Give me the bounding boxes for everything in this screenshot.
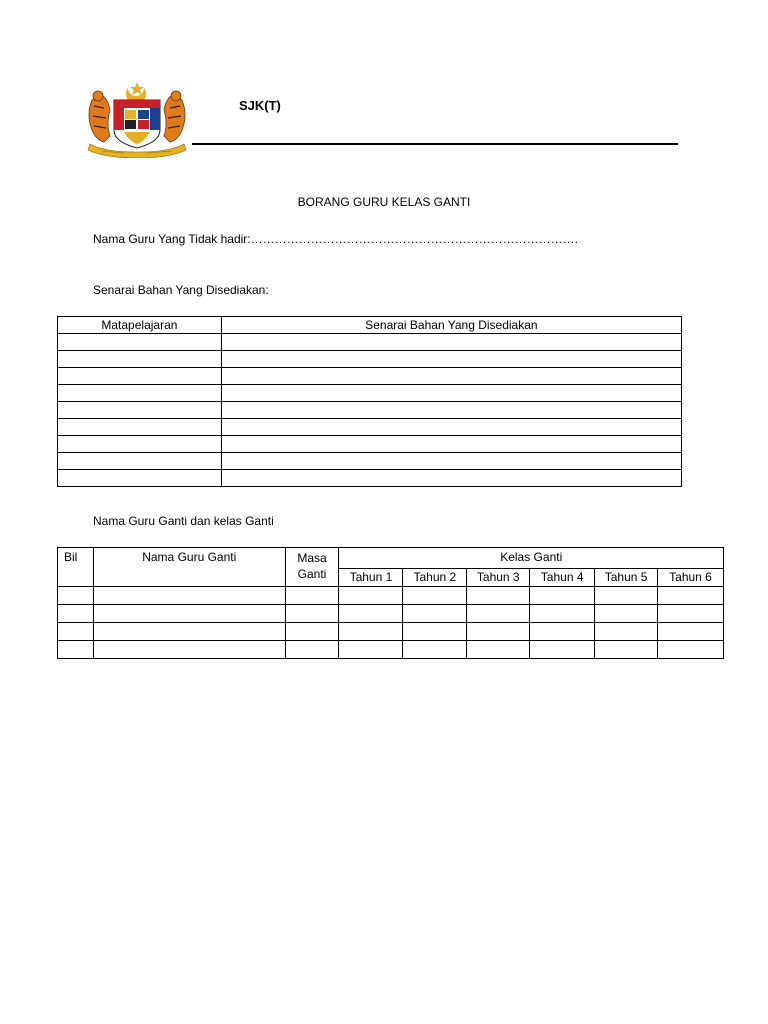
table-cell[interactable]: [467, 623, 530, 641]
table-cell[interactable]: [658, 587, 724, 605]
table-cell[interactable]: [58, 402, 222, 419]
column-header-materials: Senarai Bahan Yang Disediakan: [221, 317, 681, 334]
column-header-tahun-2: Tahun 2: [403, 568, 467, 586]
table-row: [58, 436, 682, 453]
table-cell[interactable]: [467, 641, 530, 659]
table-row: [58, 623, 724, 641]
table-cell[interactable]: [221, 368, 681, 385]
column-header-tahun-1: Tahun 1: [339, 568, 403, 586]
table-cell[interactable]: [221, 351, 681, 368]
table-cell[interactable]: [339, 641, 403, 659]
column-header-tahun-4: Tahun 4: [530, 568, 595, 586]
table-cell[interactable]: [58, 385, 222, 402]
table-cell[interactable]: [595, 623, 658, 641]
table-cell[interactable]: [58, 351, 222, 368]
table-cell[interactable]: [339, 605, 403, 623]
table-row: [58, 351, 682, 368]
table-cell[interactable]: [285, 623, 339, 641]
table-cell[interactable]: [403, 587, 467, 605]
table-cell[interactable]: [285, 641, 339, 659]
table-cell[interactable]: [58, 334, 222, 351]
table-cell[interactable]: [530, 605, 595, 623]
table-cell[interactable]: [403, 641, 467, 659]
table-cell[interactable]: [221, 385, 681, 402]
relief-heading: Nama Guru Ganti dan kelas Ganti: [93, 514, 274, 528]
table-cell[interactable]: [467, 605, 530, 623]
table-cell[interactable]: [530, 641, 595, 659]
table-cell[interactable]: [595, 605, 658, 623]
table-row: [58, 587, 724, 605]
table-cell[interactable]: [58, 436, 222, 453]
table-cell[interactable]: [93, 605, 285, 623]
table-cell[interactable]: [658, 623, 724, 641]
table-cell[interactable]: [285, 605, 339, 623]
table-row: [58, 641, 724, 659]
column-header-tahun-6: Tahun 6: [658, 568, 724, 586]
table-row: [58, 368, 682, 385]
table-cell[interactable]: [58, 623, 94, 641]
table-cell[interactable]: [221, 402, 681, 419]
column-header-subject: Matapelajaran: [58, 317, 222, 334]
table-cell[interactable]: [530, 587, 595, 605]
relief-table: [57, 547, 724, 659]
table-cell[interactable]: [93, 623, 285, 641]
form-title: BORANG GURU KELAS GANTI: [297, 195, 471, 209]
column-header-tahun-3: Tahun 3: [467, 568, 530, 586]
school-name-rule: [192, 143, 678, 145]
absent-teacher-field[interactable]: Nama Guru Yang Tidak hadir:……………………………………………………………………….: [93, 232, 578, 246]
table-cell[interactable]: [658, 605, 724, 623]
table-row: [58, 605, 724, 623]
column-header-relief-time: Masa Ganti: [285, 548, 339, 587]
table-cell[interactable]: [93, 587, 285, 605]
table-row: [58, 334, 682, 351]
table-cell[interactable]: [403, 623, 467, 641]
materials-table: [57, 316, 682, 487]
table-cell[interactable]: [403, 605, 467, 623]
column-header-tahun-5: Tahun 5: [595, 568, 658, 586]
table-cell[interactable]: [58, 641, 94, 659]
table-cell[interactable]: [58, 605, 94, 623]
table-row: [58, 453, 682, 470]
table-cell[interactable]: [58, 419, 222, 436]
table-cell[interactable]: [285, 587, 339, 605]
coat-of-arms-emblem: [84, 80, 190, 158]
school-name: SJK(T): [239, 98, 281, 113]
table-row: [58, 470, 682, 487]
table-row: [58, 402, 682, 419]
table-cell[interactable]: [595, 587, 658, 605]
materials-heading: Senarai Bahan Yang Disediakan:: [93, 283, 269, 297]
table-cell[interactable]: [658, 641, 724, 659]
table-cell[interactable]: [58, 470, 222, 487]
table-cell[interactable]: [93, 641, 285, 659]
table-cell[interactable]: [339, 623, 403, 641]
column-header-bil: Bil: [58, 548, 94, 587]
table-cell[interactable]: [58, 368, 222, 385]
table-cell[interactable]: [221, 470, 681, 487]
table-cell[interactable]: [221, 436, 681, 453]
table-cell[interactable]: [339, 587, 403, 605]
table-row: [58, 385, 682, 402]
table-cell[interactable]: [58, 587, 94, 605]
table-cell[interactable]: [467, 587, 530, 605]
table-cell[interactable]: [530, 623, 595, 641]
table-row: [58, 419, 682, 436]
column-header-relief-name: Nama Guru Ganti: [93, 548, 285, 587]
column-header-relief-class: Kelas Ganti: [339, 548, 724, 569]
table-cell[interactable]: [221, 334, 681, 351]
table-cell[interactable]: [595, 641, 658, 659]
table-cell[interactable]: [221, 453, 681, 470]
table-cell[interactable]: [58, 453, 222, 470]
table-cell[interactable]: [221, 419, 681, 436]
